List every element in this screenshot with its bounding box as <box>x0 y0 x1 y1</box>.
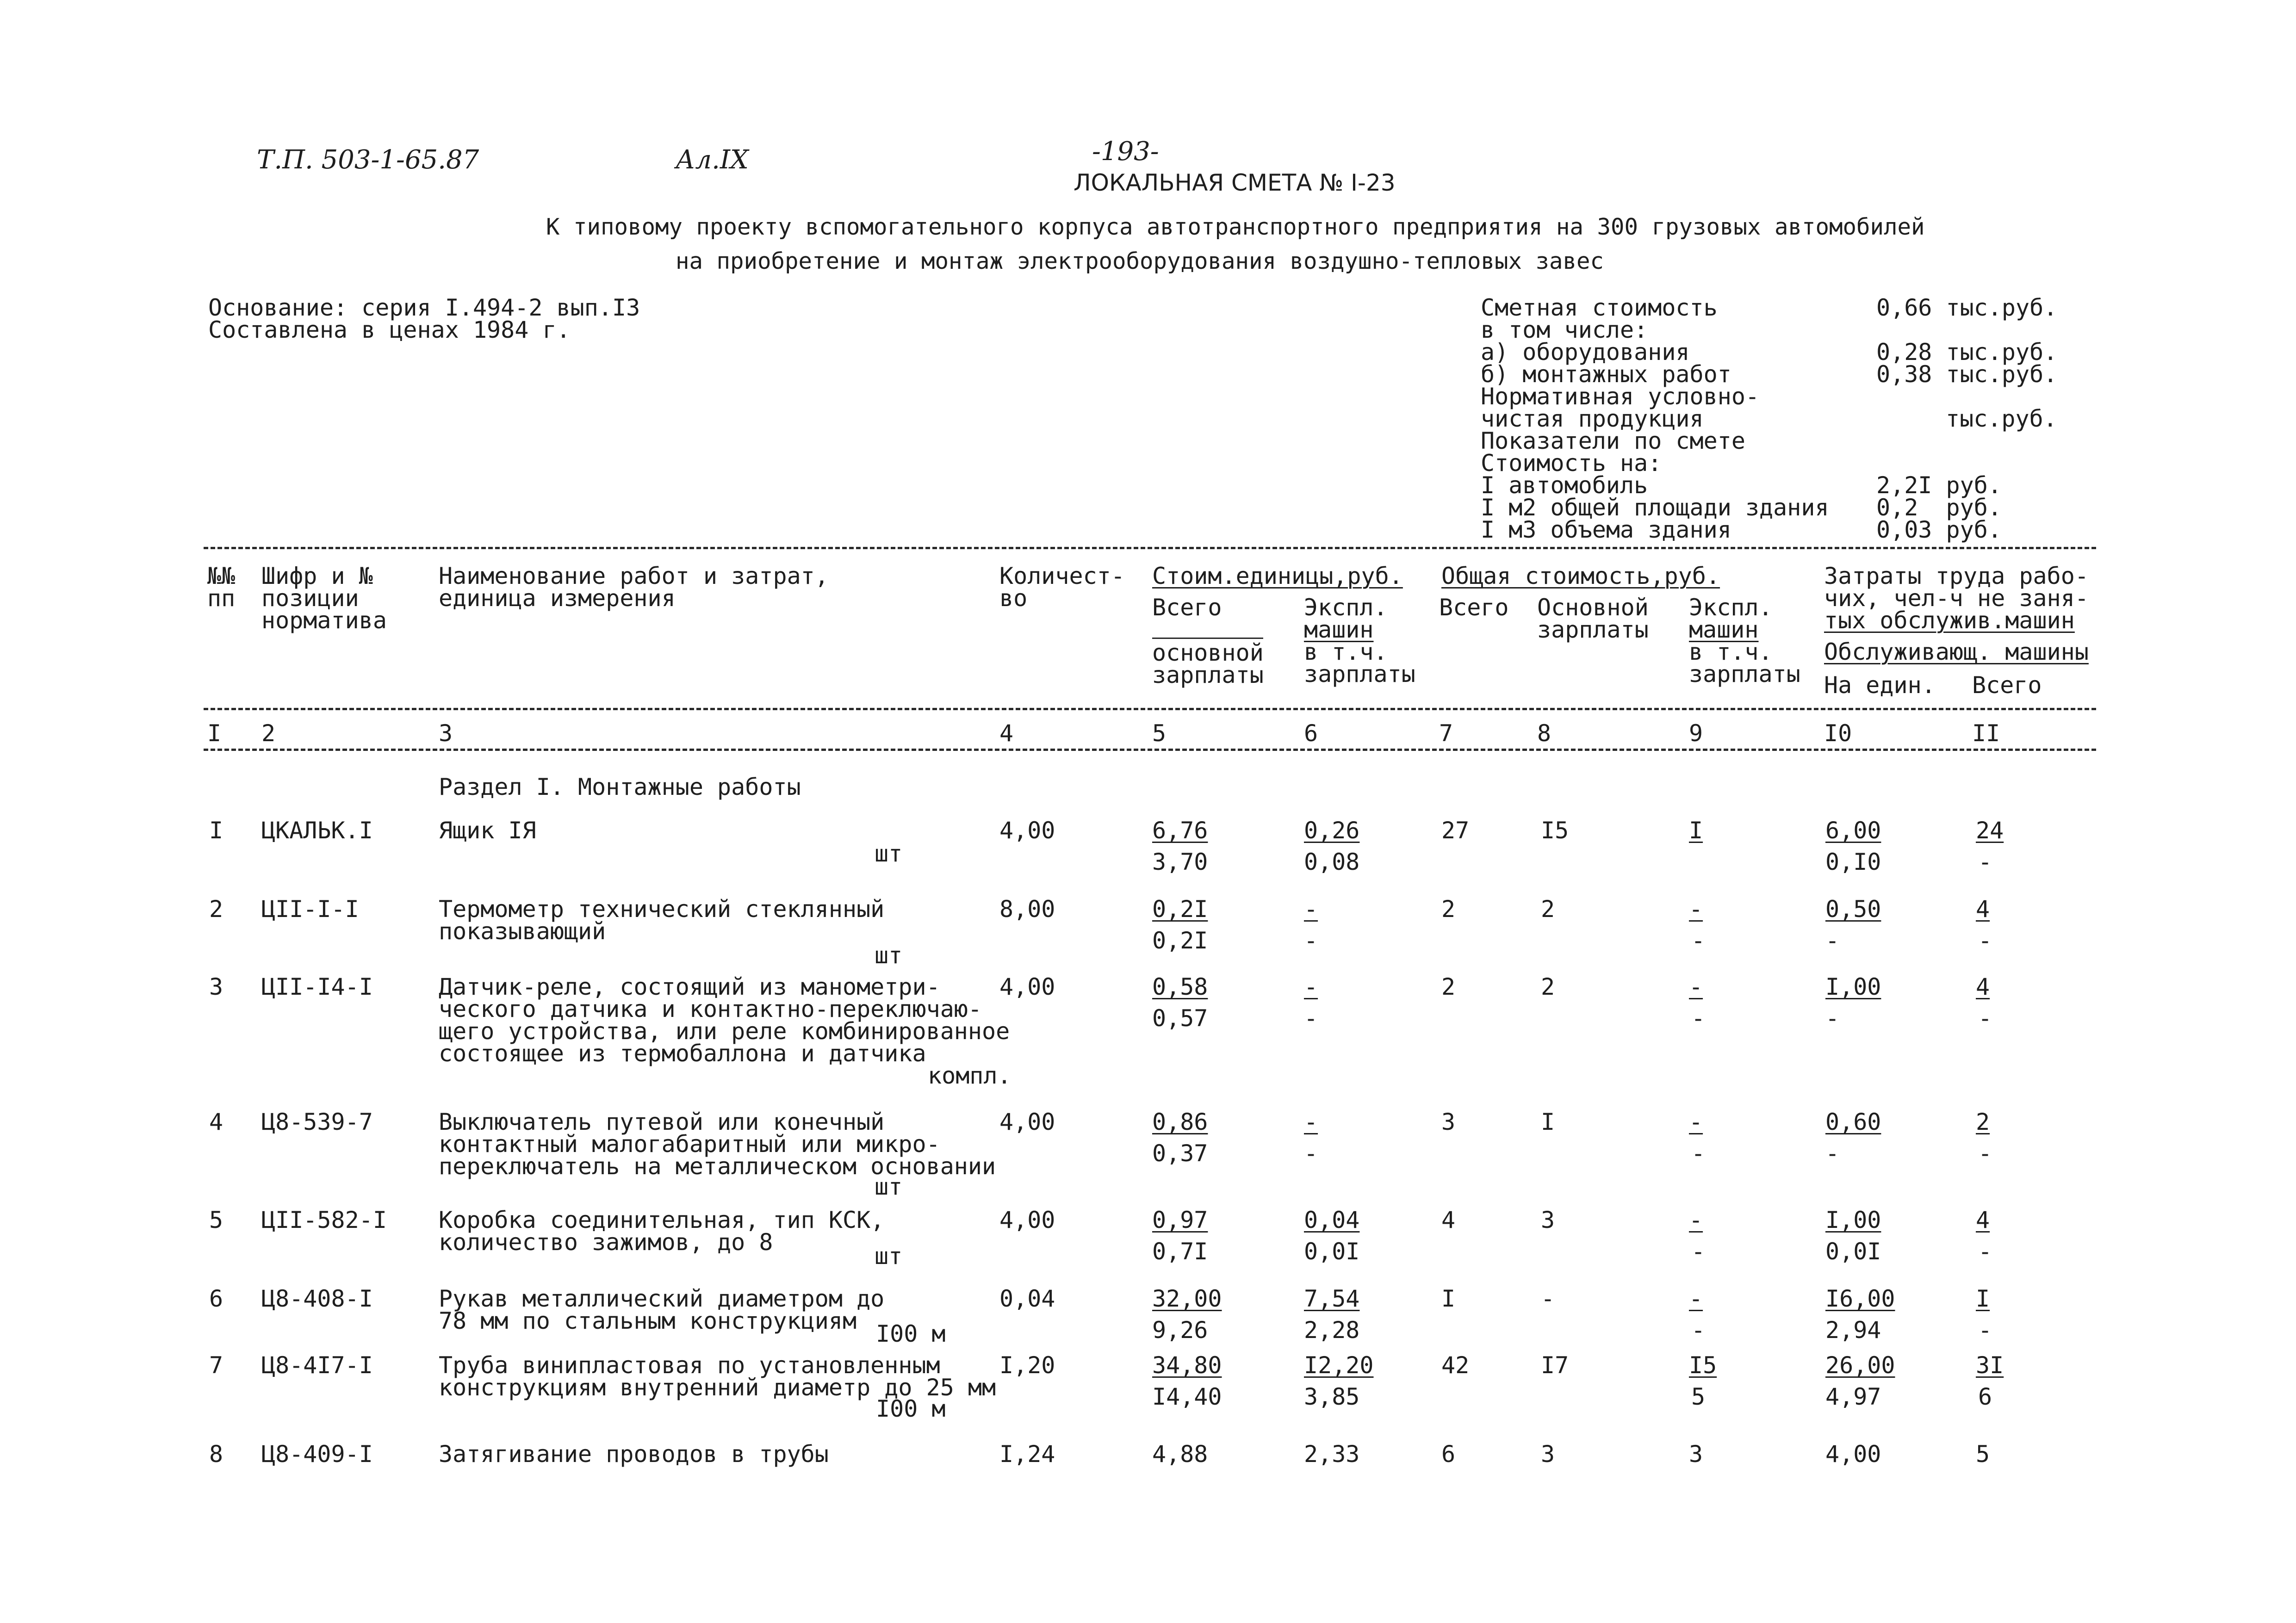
col-6-head-b: машин <box>1304 616 1374 643</box>
unit-cost-group-head: Стоим.единицы,руб. <box>1152 563 1403 589</box>
row-unit-machines-wage: - <box>1304 1140 1318 1167</box>
row-unit-total: 0,97 <box>1152 1207 1208 1233</box>
row-total-machines: - <box>1689 1207 1703 1233</box>
row-labor-unit: 6,00 <box>1825 817 1881 844</box>
row-total-machines: 3 <box>1689 1441 1703 1468</box>
row-unit: I00 м <box>876 1395 946 1422</box>
row-labor-unit: 4,00 <box>1825 1441 1881 1468</box>
col-6-head-c: в т.ч. <box>1304 638 1388 665</box>
row-number: 3 <box>209 973 223 1000</box>
row-unit-machines: - <box>1304 1109 1318 1135</box>
col-3-head-b: единица измерения <box>439 585 676 612</box>
row-name-line: конструкциям внутренний диаметр до 25 мм <box>439 1374 996 1401</box>
labor-head-c: тых обслужив.машин <box>1824 607 2075 634</box>
row-total: 4 <box>1441 1207 1456 1233</box>
row-name-line: щего устройства, или реле комбинированное <box>439 1018 1010 1045</box>
col-9-head-a: Экспл. <box>1689 594 1773 621</box>
row-labor-total: 4 <box>1976 1207 1990 1233</box>
row-unit-total: 0,58 <box>1152 973 1208 1000</box>
labor-head-b: чих, чел-ч не заня- <box>1824 585 2089 612</box>
row-total-machines: - <box>1689 973 1703 1000</box>
column-number: II <box>1972 720 2000 747</box>
column-number: 5 <box>1152 720 1167 747</box>
row-unit-total: 6,76 <box>1152 817 1208 844</box>
row-total: 42 <box>1441 1352 1470 1379</box>
row-name-line: Затягивание проводов в трубы <box>439 1441 829 1468</box>
row-code: ЦII-I4-I <box>261 973 373 1000</box>
column-numbers-divider <box>204 749 2096 751</box>
basis-line-2: Составлена в ценах 1984 г. <box>208 316 571 343</box>
row-labor-total-machines: - <box>1978 1238 1992 1265</box>
labor-head-a: Затраты труда рабо- <box>1824 563 2089 589</box>
row-unit: шт <box>875 942 903 969</box>
row-code: ЦКАЛЬК.I <box>261 817 373 844</box>
row-unit: I00 м <box>876 1320 946 1347</box>
row-quantity: 4,00 <box>999 1109 1055 1135</box>
row-total-wage: I5 <box>1541 817 1569 844</box>
col-5-head-c: зарплаты <box>1152 662 1264 688</box>
row-labor-unit: 26,00 <box>1825 1352 1895 1379</box>
col-11-head: Всего <box>1972 672 2042 699</box>
summary-cost-per-label: Стоимость на: <box>1481 450 1662 477</box>
row-total-wage: 3 <box>1541 1207 1555 1233</box>
row-labor-total-machines: - <box>1978 849 1992 875</box>
row-labor-total: 5 <box>1976 1441 1990 1468</box>
col-5-head-rule <box>1152 638 1263 639</box>
col-7-head: Всего <box>1439 594 1509 621</box>
col-8-head-b: зарплаты <box>1537 616 1649 643</box>
summary-per-car-label: I автомобиль <box>1481 472 1648 499</box>
row-number: 7 <box>209 1352 223 1379</box>
summary-equipment-value: 0,28 тыс.руб. <box>1876 339 2058 365</box>
row-total: 2 <box>1441 896 1456 923</box>
column-number: I <box>207 720 222 747</box>
col-5-head-a: Всего <box>1152 594 1222 621</box>
row-labor-unit: I6,00 <box>1825 1285 1895 1312</box>
summary-per-m3-label: I м3 объема здания <box>1481 516 1731 543</box>
summary-installation-value: 0,38 тыс.руб. <box>1876 361 2058 388</box>
row-total: 27 <box>1441 817 1470 844</box>
row-quantity: I,24 <box>999 1441 1055 1468</box>
col-8-head-a: Основной <box>1537 594 1649 621</box>
row-name-line: Ящик IЯ <box>439 817 536 844</box>
row-number: 5 <box>209 1207 223 1233</box>
row-labor-unit-machines: 4,97 <box>1825 1383 1881 1410</box>
row-name-line: Коробка соединительная, тип КСК, <box>439 1207 885 1233</box>
row-unit: шт <box>875 1173 903 1200</box>
row-total-machines-wage: - <box>1691 1317 1706 1344</box>
row-labor-total: 4 <box>1976 896 1990 923</box>
summary-indicators-label: Показатели по смете <box>1481 427 1745 454</box>
row-number: 2 <box>209 896 223 923</box>
column-number: I0 <box>1824 720 1852 747</box>
row-unit-machines: 2,33 <box>1304 1441 1360 1468</box>
column-number: 7 <box>1439 720 1453 747</box>
col-2-head-b: позиции <box>261 585 359 612</box>
row-unit: шт <box>875 1243 903 1270</box>
row-labor-unit: I,00 <box>1825 1207 1881 1233</box>
row-total-wage: 2 <box>1541 973 1555 1000</box>
row-quantity: 8,00 <box>999 896 1055 923</box>
row-total-machines: - <box>1689 1109 1703 1135</box>
row-total-machines: I <box>1689 817 1703 844</box>
row-labor-total-machines: - <box>1978 1005 1992 1032</box>
col-6-head-d: зарплаты <box>1304 661 1415 688</box>
row-labor-total-machines: - <box>1978 1317 1992 1344</box>
row-name-line: Труба винипластовая по установленным <box>439 1352 940 1379</box>
row-unit-machines-wage: 2,28 <box>1304 1317 1360 1344</box>
row-number: 8 <box>209 1441 223 1468</box>
row-unit-total: 32,00 <box>1152 1285 1222 1312</box>
row-code: ЦII-I-I <box>261 896 359 923</box>
column-number: 4 <box>999 720 1014 747</box>
summary-normative-label-1: Нормативная условно- <box>1481 383 1760 410</box>
row-unit-machines: 7,54 <box>1304 1285 1360 1312</box>
row-unit: шт <box>875 840 903 867</box>
row-code: ЦII-582-I <box>261 1207 387 1233</box>
row-total-wage: 3 <box>1541 1441 1555 1468</box>
summary-per-m2-value: 0,2 руб. <box>1876 494 2002 521</box>
row-number: 4 <box>209 1109 223 1135</box>
row-code: Ц8-4I7-I <box>261 1352 373 1379</box>
row-quantity: 4,00 <box>999 817 1055 844</box>
row-labor-unit-machines: 2,94 <box>1825 1317 1881 1344</box>
row-name-line: Выключатель путевой или конечный <box>439 1109 885 1135</box>
row-unit-machines: - <box>1304 896 1318 923</box>
row-labor-total-machines: - <box>1978 1140 1992 1167</box>
row-unit-machines-wage: - <box>1304 927 1318 954</box>
col-6-head-a: Экспл. <box>1304 594 1388 621</box>
column-header-divider <box>204 708 2096 710</box>
summary-normative-label-2: чистая продукция <box>1481 405 1704 432</box>
column-number: 6 <box>1304 720 1318 747</box>
row-total-wage: I7 <box>1541 1352 1569 1379</box>
row-code: Ц8-409-I <box>261 1441 373 1468</box>
summary-per-car-value: 2,2I руб. <box>1876 472 2002 499</box>
row-total-machines-wage: 5 <box>1691 1383 1706 1410</box>
row-code: Ц8-539-7 <box>261 1109 373 1135</box>
col-4-head-b: во <box>999 585 1028 612</box>
page-title: ЛОКАЛЬНАЯ СМЕТА № I-23 <box>1074 169 1396 196</box>
row-unit-total: 34,80 <box>1152 1352 1222 1379</box>
row-code: Ц8-408-I <box>261 1285 373 1312</box>
row-name-line: Термометр технический стеклянный <box>439 896 885 923</box>
summary-including-label: в том числе: <box>1481 316 1648 343</box>
labor-head-d: Обслуживающ. машины <box>1824 638 2089 665</box>
row-labor-total-machines: 6 <box>1978 1383 1992 1410</box>
row-total-machines-wage: - <box>1691 1005 1706 1032</box>
summary-per-m3-value: 0,03 руб. <box>1876 516 2002 543</box>
row-unit-wage: 3,70 <box>1152 849 1208 875</box>
row-unit-machines: 0,26 <box>1304 817 1360 844</box>
row-labor-unit-machines: - <box>1825 1005 1840 1032</box>
row-quantity: 4,00 <box>999 1207 1055 1233</box>
header-divider <box>204 547 2096 549</box>
col-1-head-a: №№ <box>207 563 236 589</box>
album-label: Ал.IX <box>676 145 749 175</box>
row-total-machines: - <box>1689 1285 1703 1312</box>
row-unit-total: 4,88 <box>1152 1441 1208 1468</box>
summary-installation-label: б) монтажных работ <box>1481 361 1731 388</box>
row-name-line: количество зажимов, до 8 <box>439 1229 773 1256</box>
row-name-line: показывающий <box>439 918 606 945</box>
row-number: I <box>209 817 223 844</box>
column-number: 3 <box>439 720 453 747</box>
row-quantity: 0,04 <box>999 1285 1055 1312</box>
row-total: 6 <box>1441 1441 1456 1468</box>
row-labor-total: 2 <box>1976 1109 1990 1135</box>
row-labor-unit-machines: - <box>1825 927 1840 954</box>
row-labor-unit-machines: 0,I0 <box>1825 849 1881 875</box>
row-unit-total: 0,2I <box>1152 896 1208 923</box>
row-total-machines: - <box>1689 896 1703 923</box>
column-number: 2 <box>261 720 276 747</box>
row-unit-machines-wage: 3,85 <box>1304 1383 1360 1410</box>
col-9-head-c: в т.ч. <box>1689 638 1773 665</box>
col-1-head-b: пп <box>207 585 236 612</box>
summary-per-m2-label: I м2 общей площади здания <box>1481 494 1829 521</box>
row-unit-machines: I2,20 <box>1304 1352 1374 1379</box>
subtitle-line-1: К типовому проекту вспомогательного корпуса автотранспортного предприятия на 300 грузовых автомобилей <box>546 214 1925 240</box>
row-unit-machines-wage: 0,08 <box>1304 849 1360 875</box>
row-labor-total-machines: - <box>1978 927 1992 954</box>
basis-line-1: Основание: серия I.494-2 вып.I3 <box>208 294 640 321</box>
col-10-head: На един. <box>1824 672 1936 699</box>
row-total: I <box>1441 1285 1456 1312</box>
row-name-line: Рукав металлический диаметром до <box>439 1285 885 1312</box>
row-labor-total: I <box>1976 1285 1990 1312</box>
total-cost-group-head: Общая стоимость,руб. <box>1441 563 1720 589</box>
row-unit-total: 0,86 <box>1152 1109 1208 1135</box>
col-3-head-a: Наименование работ и затрат, <box>439 563 829 589</box>
row-number: 6 <box>209 1285 223 1312</box>
row-name-line: контактный малогабаритный или микро- <box>439 1131 940 1158</box>
row-unit-wage: 0,57 <box>1152 1005 1208 1032</box>
row-unit-machines: 0,04 <box>1304 1207 1360 1233</box>
row-labor-unit-machines: 0,0I <box>1825 1238 1881 1265</box>
row-total-wage: 2 <box>1541 896 1555 923</box>
row-unit-wage: 0,7I <box>1152 1238 1208 1265</box>
row-labor-total: 4 <box>1976 973 1990 1000</box>
row-labor-total: 24 <box>1976 817 2004 844</box>
column-number: 9 <box>1689 720 1703 747</box>
row-quantity: 4,00 <box>999 973 1055 1000</box>
row-unit: компл. <box>928 1062 1011 1089</box>
row-labor-total: 3I <box>1976 1352 2004 1379</box>
column-number: 8 <box>1537 720 1551 747</box>
section-title: Раздел I. Монтажные работы <box>439 774 801 800</box>
row-total-wage: I <box>1541 1109 1555 1135</box>
row-labor-unit: 0,60 <box>1825 1109 1881 1135</box>
col-9-head-d: зарплаты <box>1689 661 1800 688</box>
row-labor-unit: I,00 <box>1825 973 1881 1000</box>
summary-normative-value: тыс.руб. <box>1946 405 2057 432</box>
row-labor-unit-machines: - <box>1825 1140 1840 1167</box>
row-total-wage: - <box>1541 1285 1555 1312</box>
row-total: 2 <box>1441 973 1456 1000</box>
row-name-line: 78 мм по стальным конструкциям <box>439 1307 857 1334</box>
row-total-machines-wage: - <box>1691 927 1706 954</box>
row-name-line: Датчик-реле, состоящий из манометри- <box>439 973 940 1000</box>
col-4-head-a: Количест- <box>999 563 1125 589</box>
summary-estimated-cost-label: Сметная стоимость <box>1481 294 1718 321</box>
row-unit-wage: 0,37 <box>1152 1140 1208 1167</box>
row-labor-unit: 0,50 <box>1825 896 1881 923</box>
row-unit-machines: - <box>1304 973 1318 1000</box>
col-2-head-a: Шифр и № <box>261 563 373 589</box>
row-name-line: переключатель на металлическом основании <box>439 1153 996 1180</box>
page-number: -193- <box>1092 136 1159 167</box>
row-name-line: ческого датчика и контактно-переключаю- <box>439 996 982 1022</box>
summary-estimated-cost-value: 0,66 тыс.руб. <box>1876 294 2058 321</box>
row-total-machines-wage: - <box>1691 1140 1706 1167</box>
row-total-machines-wage: - <box>1691 1238 1706 1265</box>
subtitle-line-2: на приобретение и монтаж электрооборудования воздушно-тепловых завес <box>676 248 1604 274</box>
col-5-head-b: основной <box>1152 639 1264 666</box>
row-unit-machines-wage: 0,0I <box>1304 1238 1360 1265</box>
col-2-head-c: норматива <box>261 607 387 634</box>
summary-equipment-label: а) оборудования <box>1481 339 1690 365</box>
row-unit-wage: 0,2I <box>1152 927 1208 954</box>
row-unit-wage: 9,26 <box>1152 1317 1208 1344</box>
project-code: Т.П. 503-1-65.87 <box>257 145 479 175</box>
row-unit-machines-wage: - <box>1304 1005 1318 1032</box>
row-unit-wage: I4,40 <box>1152 1383 1222 1410</box>
row-total-machines: I5 <box>1689 1352 1717 1379</box>
col-9-head-b: машин <box>1689 616 1759 643</box>
row-total: 3 <box>1441 1109 1456 1135</box>
row-name-line: состоящее из термобаллона и датчика <box>439 1040 926 1067</box>
row-quantity: I,20 <box>999 1352 1055 1379</box>
